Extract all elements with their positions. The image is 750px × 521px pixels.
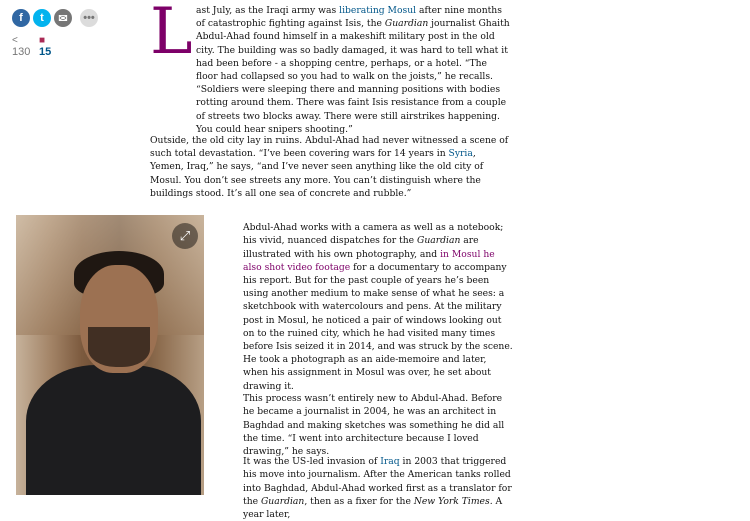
comment-icon: ■ <box>39 35 46 46</box>
liberating-mosul-link[interactable]: liberating Mosul <box>339 5 417 16</box>
share-count-icon: < <box>12 35 18 46</box>
comment-count-value[interactable]: 15 <box>39 46 52 58</box>
drop-cap: L <box>150 0 193 69</box>
more-share-options-icon[interactable]: ••• <box>80 9 98 27</box>
share-count-value: 130 <box>12 46 31 58</box>
share-bar <box>12 9 98 27</box>
paragraph-2: Outside, the old city lay in ruins. Abdul-Ahad had never witnessed a scene of such total devastation. “I’ve been covering wars for 14 years in Syria, Yemen, Iraq,” he says, “and I’ve never seen anything like the old city of Mosul. You don’t see streets any more. You can’t distinguish where the buildings stood. It’s all one sea of concrete and rubble.” <box>150 135 509 199</box>
twitter-share-icon[interactable]: t <box>33 9 51 27</box>
comment-count[interactable] <box>39 36 63 58</box>
share-count <box>12 36 36 58</box>
paragraph-3: Abdul-Ahad works with a camera as well as a notebook; his vivid, nuanced dispatches for the Guardian are illustrated with his own photography, and in Mosul he also shot video footage for a documentary to accompany his report. But for the past couple of years he’s been using another medium to make sense of what he sees: a sketchbook with watercolours and pens. At the military post in Mosul, he noticed a pair of windows looking out on to the ruined city, which he had visited many times before Isis seized it in 2014, and was struck by the scene. He took a photograph as an aide-memoire and later, when his assignment in Mosul was over, he set about drawing it. <box>243 222 513 392</box>
iraq-link[interactable]: Iraq <box>380 456 400 468</box>
paragraph-1: ast July, as the Iraqi army was liberating Mosul after nine months of catastrophic fighting against Isis, the Guardian journalist Ghaith Abdul-Ahad found himself in a makeshift military post in the old city. The building was so badly damaged, it was hard to tell what it had been before - a shopping centre, perhaps, or a hotel. “The floor had collapsed so you had to walk on the joists,” he recalls. “Soldiers were sleeping there and manning positions with bodies rotting around them. There was faint Isis resistance from a couple of streets two blocks away. There were still airstrikes happening. You could hear snipers shooting.” <box>196 5 510 135</box>
syria-link[interactable]: Syria <box>448 148 473 160</box>
facebook-share-icon[interactable]: f <box>12 9 30 27</box>
paragraph-5: It was the US-led invasion of Iraq in 2003 that triggered his move into journalism. After the American tanks rolled into Baghdad, Abdul-Ahad worked first as a translator for the Guardian, then as a fixer for the New York Times. A year later, <box>243 456 512 520</box>
portrait-photo[interactable] <box>16 215 204 495</box>
video-footage-link[interactable]: in Mosul he also shot video footage <box>243 248 495 273</box>
email-share-icon[interactable]: ✉ <box>54 9 72 27</box>
paragraph-4: This process wasn’t entirely new to Abdul-Ahad. Before he became a journalist in 2004, he was an architect in Baghdad and making sketches was something he did all the time. “I went into architecture because I loved drawing,” he says. <box>243 393 505 457</box>
expand-image-icon[interactable]: ⤢ <box>172 223 198 249</box>
